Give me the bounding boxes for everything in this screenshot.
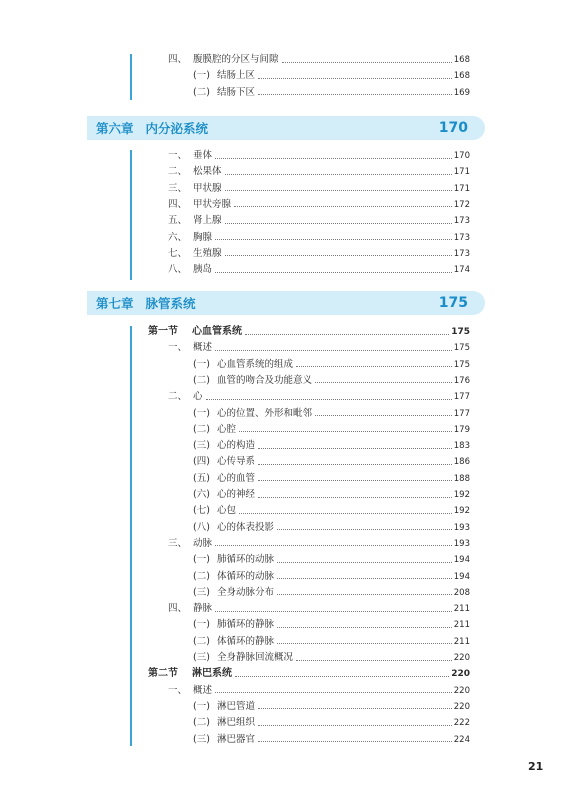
toc-entry[interactable]	[148, 585, 470, 601]
toc-entry[interactable]	[148, 569, 470, 585]
entry-number: 七、	[168, 247, 188, 259]
toc-entry[interactable]	[148, 230, 470, 246]
entry-title: 淋巴组织	[217, 717, 256, 729]
entry-number: (三)	[193, 586, 210, 598]
toc-rule	[130, 150, 132, 280]
entry-title: 体循环的动脉	[217, 570, 275, 582]
entry-number: (六)	[193, 489, 210, 500]
dot-leader	[277, 594, 452, 595]
toc-entry[interactable]	[148, 683, 470, 699]
entry-title: 心腔	[217, 423, 237, 435]
entry-number: 第二节	[148, 668, 178, 680]
toc-entry[interactable]	[148, 520, 470, 536]
entry-number: (二)	[193, 635, 210, 647]
toc-entry[interactable]	[148, 68, 470, 84]
entry-title: 肾上腺	[193, 215, 222, 227]
entry-number: 六、	[168, 231, 188, 243]
dot-leader	[225, 174, 452, 175]
toc-section[interactable]	[148, 324, 470, 340]
dot-leader	[215, 272, 452, 273]
dot-leader	[258, 497, 452, 498]
entry-page: 224	[453, 734, 470, 745]
dot-leader	[234, 206, 452, 207]
entry-number: (一)	[193, 554, 210, 566]
entry-page: 169	[453, 87, 470, 98]
entry-title: 心血管系统	[192, 326, 242, 337]
dot-leader	[239, 431, 452, 432]
entry-page: 193	[453, 522, 470, 533]
dot-leader	[258, 741, 452, 742]
dot-leader	[215, 692, 452, 693]
entry-title: 淋巴系统	[192, 668, 232, 680]
toc-entry[interactable]	[148, 650, 470, 666]
dot-leader	[296, 366, 452, 367]
entry-page: 175	[453, 359, 470, 370]
dot-leader	[206, 399, 452, 400]
entry-page: 192	[453, 490, 470, 500]
toc-entry[interactable]	[148, 617, 470, 633]
toc-entry[interactable]	[148, 487, 470, 503]
entry-page: 168	[453, 71, 470, 82]
entry-title: 血管的吻合及功能意义	[217, 374, 313, 386]
toc-entry[interactable]	[148, 340, 470, 356]
dot-leader	[277, 627, 452, 628]
entry-number: (二)	[193, 570, 210, 582]
entry-title: 肺循环的静脉	[217, 619, 275, 631]
toc-entry[interactable]	[148, 373, 470, 389]
entry-number: (一)	[193, 619, 210, 631]
entry-title: 全身静脉回流概况	[217, 652, 294, 663]
entry-number: (一)	[193, 700, 210, 712]
dot-leader	[258, 708, 452, 709]
entry-number: (二)	[193, 86, 210, 98]
entry-title: 体循环的静脉	[217, 635, 275, 647]
entry-page: 211	[453, 604, 470, 615]
entry-number: 四、	[168, 198, 188, 210]
entry-number: 一、	[168, 684, 188, 696]
entry-title: 心的血管	[217, 472, 256, 484]
entry-title: 心的神经	[217, 489, 256, 500]
entry-number: 五、	[168, 215, 188, 227]
entry-title: 腹膜腔的分区与间隙	[193, 54, 279, 65]
entry-title: 心包	[217, 505, 237, 517]
entry-title: 全身动脉分布	[217, 586, 275, 598]
entry-number: 一、	[168, 150, 188, 161]
toc-section[interactable]	[148, 666, 470, 682]
entry-title: 结肠上区	[217, 70, 256, 82]
entry-title: 心的位置、外形和毗邻	[217, 407, 313, 419]
entry-page: 183	[453, 441, 470, 452]
entry-page: 174	[453, 265, 470, 276]
entry-page: 176	[453, 375, 470, 386]
dot-leader	[315, 382, 452, 383]
entry-title: 生殖腺	[193, 247, 222, 259]
dot-leader	[258, 725, 452, 726]
entry-title: 淋巴管道	[217, 700, 256, 712]
dot-leader	[215, 350, 452, 351]
toc-entry[interactable]	[148, 503, 470, 519]
entry-page: 208	[453, 587, 470, 598]
dot-leader	[258, 94, 452, 95]
toc-entry[interactable]	[148, 732, 470, 748]
entry-page: 220	[453, 701, 470, 712]
entry-page: 171	[453, 167, 470, 178]
chapter-title: 脉管系统	[145, 296, 196, 311]
entry-number: (四)	[193, 456, 210, 468]
chapter-number: 第六章	[96, 121, 134, 136]
chapter-header-6[interactable]	[87, 116, 485, 140]
entry-number: (二)	[193, 423, 210, 435]
entry-number: (二)	[193, 374, 210, 386]
entry-title: 概述	[193, 684, 213, 696]
toc-entry[interactable]	[148, 262, 470, 278]
entry-page: 220	[453, 653, 470, 663]
entry-page: 173	[453, 232, 470, 243]
page-number: 21	[528, 760, 544, 773]
entry-page: 194	[453, 571, 470, 582]
entry-number: 三、	[168, 537, 188, 549]
entry-title: 结肠下区	[217, 86, 256, 98]
dot-leader	[296, 660, 452, 661]
entry-title: 肺循环的动脉	[217, 554, 275, 566]
entry-number: (三)	[193, 733, 210, 745]
toc-entry[interactable]	[148, 634, 470, 650]
toc-entry[interactable]	[148, 536, 470, 552]
entry-number: (一)	[193, 70, 210, 82]
dot-leader	[245, 334, 449, 335]
entry-number: (三)	[193, 652, 210, 663]
entry-title: 心传导系	[217, 456, 256, 468]
entry-title: 松果体	[193, 166, 222, 178]
entry-title: 胸腺	[193, 231, 213, 243]
chapter-page: 175	[438, 295, 468, 311]
toc-rule	[130, 326, 132, 746]
entry-number: (三)	[193, 440, 210, 452]
entry-page: 186	[453, 457, 470, 468]
entry-page: 194	[453, 555, 470, 566]
dot-leader	[215, 158, 452, 159]
entry-title: 甲状旁腺	[193, 198, 232, 210]
entry-page: 177	[453, 408, 470, 419]
toc-entry[interactable]	[148, 213, 470, 229]
dot-leader	[215, 545, 452, 546]
dot-leader	[277, 529, 452, 530]
entry-page: 177	[453, 392, 470, 403]
toc-entry[interactable]	[148, 148, 470, 164]
entry-page: 211	[453, 636, 470, 647]
dot-leader	[258, 78, 452, 79]
toc-entry[interactable]	[148, 357, 470, 373]
chapter-title: 内分泌系统	[145, 121, 209, 136]
dot-leader	[225, 223, 452, 224]
entry-page: 179	[453, 424, 470, 435]
toc-entry[interactable]	[148, 181, 470, 197]
toc-entry[interactable]	[148, 438, 470, 454]
dot-leader	[258, 448, 452, 449]
toc-entry[interactable]	[148, 471, 470, 487]
entry-title: 概述	[193, 342, 213, 354]
entry-number: (七)	[193, 505, 210, 517]
dot-leader	[225, 190, 452, 191]
entry-title: 甲状腺	[193, 182, 222, 194]
dot-leader	[282, 62, 452, 63]
entry-page: 188	[453, 473, 470, 484]
entry-page: 171	[453, 183, 470, 194]
dot-leader	[215, 611, 452, 612]
entry-number: (二)	[193, 717, 210, 729]
dot-leader	[277, 562, 452, 563]
entry-number: (一)	[193, 358, 210, 370]
entry-page: 172	[453, 199, 470, 210]
entry-number: 四、	[168, 603, 188, 615]
toc-rule	[130, 54, 132, 100]
toc-entry[interactable]	[148, 197, 470, 213]
entry-title: 静脉	[193, 603, 213, 615]
entry-number: 四、	[168, 54, 188, 65]
dot-leader	[225, 255, 452, 256]
entry-title: 胰岛	[193, 264, 213, 276]
entry-number: (八)	[193, 521, 210, 533]
toc-entry[interactable]	[148, 52, 470, 68]
entry-page: 220	[451, 669, 470, 680]
entry-page: 168	[453, 55, 470, 65]
dot-leader	[258, 464, 452, 465]
entry-page: 175	[453, 343, 470, 354]
entry-title: 淋巴器官	[217, 733, 256, 745]
toc-entry[interactable]	[148, 699, 470, 715]
toc-entry[interactable]	[148, 715, 470, 731]
entry-number: 三、	[168, 182, 188, 194]
entry-page: 170	[453, 151, 470, 161]
entry-page: 220	[453, 685, 470, 696]
dot-leader	[235, 676, 449, 677]
dot-leader	[277, 643, 452, 644]
entry-title: 心的体表投影	[217, 521, 275, 533]
toc-entry[interactable]	[148, 164, 470, 180]
dot-leader	[277, 578, 452, 579]
entry-page: 192	[453, 506, 470, 517]
entry-page: 173	[453, 248, 470, 259]
chapter-header-7[interactable]	[87, 291, 485, 315]
chapter-number: 第七章	[96, 296, 134, 311]
entry-number: 二、	[168, 166, 188, 178]
toc-entry[interactable]	[148, 422, 470, 438]
entry-number: 一、	[168, 342, 188, 354]
toc-entry[interactable]	[148, 246, 470, 262]
entry-number: (五)	[193, 472, 210, 484]
entry-page: 222	[453, 718, 470, 729]
toc-entry[interactable]	[148, 552, 470, 568]
entry-title: 心血管系统的组成	[217, 358, 294, 370]
entry-number: (一)	[193, 407, 210, 419]
entry-title: 垂体	[193, 150, 213, 161]
entry-page: 193	[453, 538, 470, 549]
dot-leader	[215, 239, 452, 240]
dot-leader	[258, 480, 452, 481]
entry-title: 心的构造	[217, 440, 256, 452]
entry-number: 八、	[168, 264, 188, 276]
toc-entry[interactable]	[148, 406, 470, 422]
toc-entry[interactable]	[148, 601, 470, 617]
entry-number: 二、	[168, 391, 188, 403]
entry-title: 心	[193, 391, 203, 403]
toc-entry[interactable]	[148, 389, 470, 405]
entry-title: 动脉	[193, 537, 213, 549]
dot-leader	[239, 513, 452, 514]
toc-entry[interactable]	[148, 85, 470, 101]
entry-number: 第一节	[148, 326, 178, 337]
chapter-page: 170	[438, 120, 468, 136]
toc-entry[interactable]	[148, 454, 470, 470]
dot-leader	[315, 415, 452, 416]
entry-page: 175	[451, 327, 470, 337]
entry-page: 173	[453, 216, 470, 227]
entry-page: 211	[453, 620, 470, 631]
